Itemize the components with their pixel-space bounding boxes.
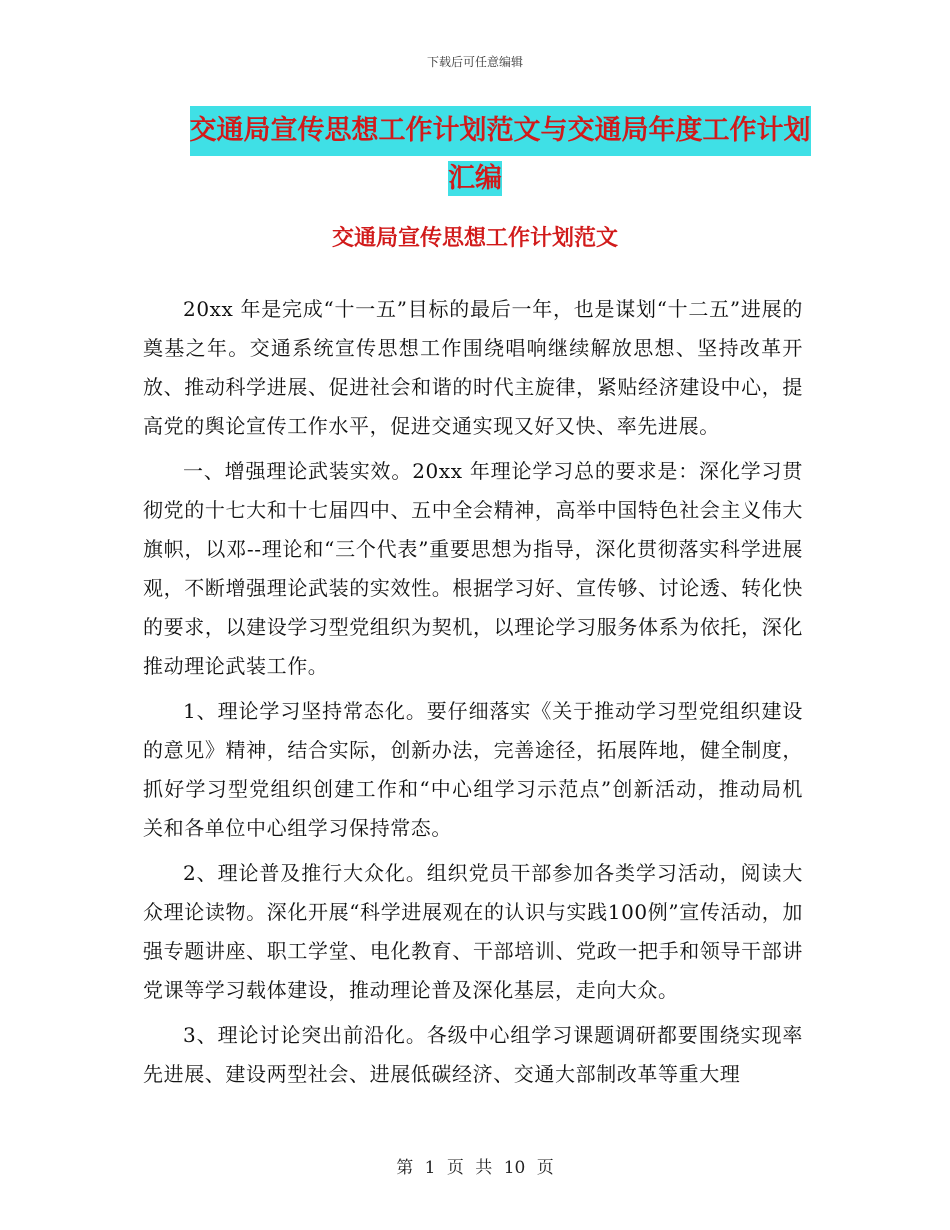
paragraph: 20xx 年是完成“十一五”目标的最后一年，也是谋划“十二五”进展的奠基之年。交通系统宣传思想工作围绕唱响继续解放思想、坚持改革开放、推动科学进展、促进社会和谐的时代主旋律，紧贴经济建设中心，提高党的舆论宣传工作水平，促进交通实现又好又快、率先进展。 (143, 297, 803, 438)
document-title (0, 106, 950, 202)
page-number: 第 1 页 共 10 页 (396, 1158, 554, 1178)
paragraph: 3、理论讨论突出前沿化。各级中心组学习课题调研都要围绕实现率先进展、建设两型社会、进展低碳经济、交通大部制改革等重大理 (143, 1023, 803, 1086)
paragraph: 2、理论普及推行大众化。组织党员干部参加各类学习活动，阅读大众理论读物。深化开展“科学进展观在的认识与实践100例”宣传活动，加强专题讲座、职工学堂、电化教育、干部培训、党政一把手和领导干部讲党课等学习载体建设，推动理论普及深化基层，走向大众。 (143, 861, 803, 1002)
document-body (143, 290, 803, 1100)
header-note: 下载后可任意编辑 (426, 55, 523, 69)
document-title-line1: 交通局宣传思想工作计划范文与交通局年度工作计划 (190, 106, 811, 156)
paragraph: 1、理论学习坚持常态化。要仔细落实《关于推动学习型党组织建设的意见》精神，结合实际，创新办法，完善途径，拓展阵地，健全制度，抓好学习型党组织创建工作和“中心组学习示范点”创新活动，推动局机关和各单位中心组学习保持常态。 (143, 699, 803, 840)
document-title-line2: 汇编 (448, 163, 502, 194)
paragraph: 一、增强理论武装实效。20xx 年理论学习总的要求是：深化学习贯彻党的十七大和十七届四中、五中全会精神，高举中国特色社会主义伟大旗帜，以邓--理论和“三个代表”重要思想为指导，深化贯彻落实科学进展观，不断增强理论武装的实效性。根据学习好、宣传够、讨论透、转化快的要求，以建设学习型党组织为契机，以理论学习服务体系为依托，深化推动理论武装工作。 (143, 459, 803, 678)
section-title: 交通局宣传思想工作计划范文 (331, 226, 618, 251)
